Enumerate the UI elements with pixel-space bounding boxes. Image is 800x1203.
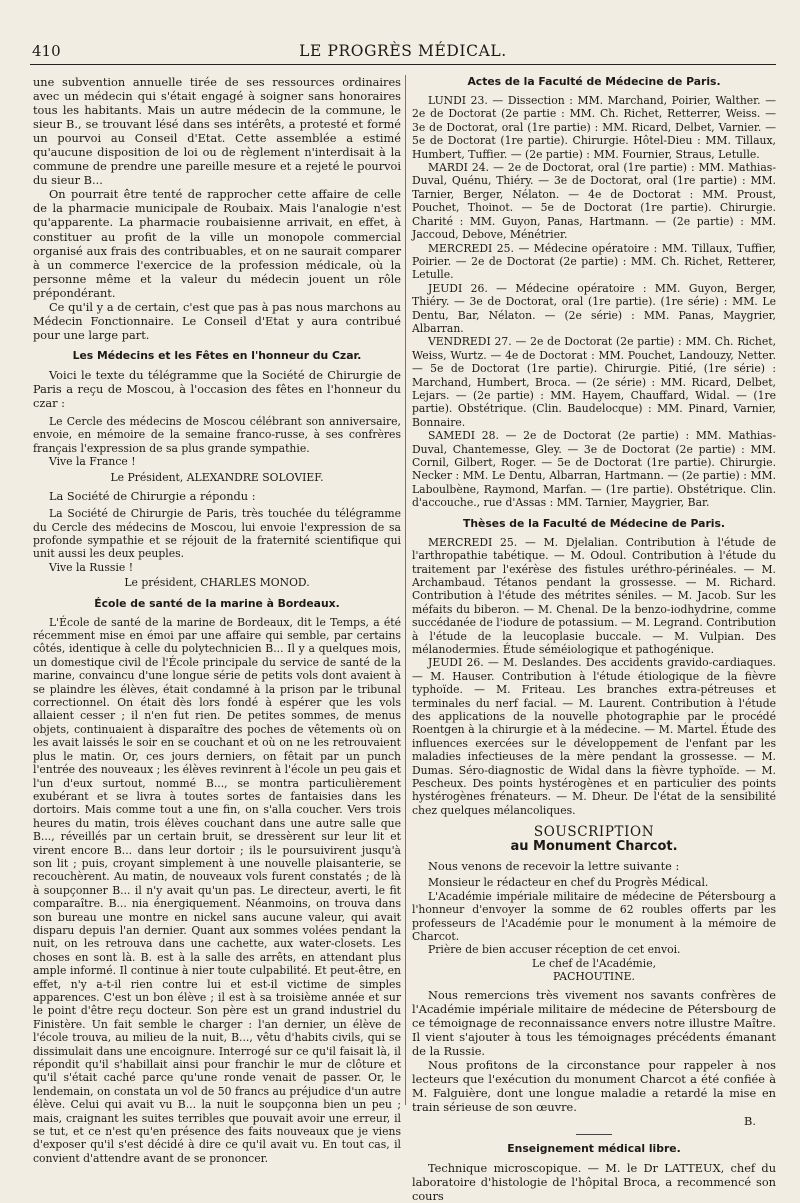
letter-body: L'Académie impériale militaire de médecine de Pétersbourg a l'honneur d'envoyer la somme de 62 roubles offerts par les professeurs de l'Académie pour le monument à la mémoire de Charcot. bbox=[412, 889, 776, 943]
bordeaux-article: L'École de santé de la marine de Bordeaux, dit le Temps, a été récemment mise en émoi par une affaire qui semble, par certains côtés, identique à celle du polytechnicien B... Il y a quelques mois, un domestique civil de l'École principale du service de santé de la marine, convaincu d'une longue série de petits vols dont avaient à se plaindre les élèves, était condamné à la prison par le tribunal correctionnel. On était dès lors fondé à espérer que les vols allaient cesser ; il n'en fut rien. De petites sommes, de menus objets, continuaient à disparaître des poches de vêtements où on les avait laissés le soir en se couchant et où on ne les retrouvaient plus le matin. Or, ces jours derniers, on fêtait par un punch l'entrée des nouveaux ; les élèves revinrent à l'école un peu gais et l'un d'eux surtout, nommé B..., se montra particulièrement exubérant et se livra à toutes sortes de fantaisies dans les dortoirs. Mais comme tout a une fin, on s'alla coucher. Vers trois heures du matin, trois élèves couchant dans une autre salle que B..., réveillés par un certain bruit, se dressèrent sur leur lit et virent encore B... dans leur dortoir ; ils le poursuivirent jusqu'à son lit ; puis, croyant simplement à une nouvelle plaisanterie, se recouchèrent. Au matin, de nouveaux vols furent constatés ; de là à soupçonner B... il n'y avait qu'un pas. Le directeur, averti, le fit comparaître. B... nia énergiquement. Néanmoins, on trouva dans son bureau une montre en nickel sans aucune valeur, qui avait disparu depuis l'an dernier. Quant aux sommes volées pendant la nuit, on les retrouva dans une cachette, aux water-closets. Les choses en sont là. B. est à la salle des arrêts, en attendant plus ample informé. Il continue à nier toute culpabilité. Et peut-être, en effet, n'y a-t-il rien contre lui et est-il victime de simples apparences. C'est un bon élève ; il est à sa troisième année et sur le point d'être reçu docteur. Son père est un grand industriel du Finistère. Un fait semble le charger : l'an dernier, un élève de l'école trouva, au milieu de la nuit, B..., vêtu d'habits civils, qui se dissimulait dans une encoignure. Interrogé sur ce qu'il faisait là, il répondit qu'il s'habillait ainsi pour franchir le mur de clôture et qu'il s'était caché parce qu'une ronde venait de passer. Or, le lendemain, on constata un vol de 50 francs au préjudice d'un autre élève. Celui qui avait vu B... la nuit le soupçonna bien un peu ; mais, craignant les suites terribles que pouvait avoir une erreur, il se tut, et ce n'est qu'en présence des faits nouveaux que je viens d'exposer qu'il s'est décidé à dire ce qu'il avait vu. En tout cas, il convient d'attendre avant de se prononcer. bbox=[33, 615, 401, 1165]
letter-signature-name: PACHOUTINE. bbox=[553, 970, 635, 984]
czar-reply: La Société de Chirurgie de Paris, très touchée du télégramme du Cercle des médecins de Moscou, lui envoie l'expression de sa profonde sympathie et se réjouit de la fraternité scientifique qui unit aussi les deux peuples. bbox=[33, 507, 401, 561]
czar-reply-intro: La Société de Chirurgie a répondu : bbox=[49, 489, 256, 504]
charcot-title: au Monument Charcot. bbox=[510, 839, 678, 855]
czar-section-title: Les Médecins et les Fêtes en l'honneur du Czar. bbox=[72, 348, 362, 362]
right-column bbox=[412, 75, 776, 1203]
actes-day-entry: JEUDI 26. — Médecine opératoire : MM. Guyon, Berger, Thiéry. — 3e de Doctorat, oral (1re partie). (1re série) : MM. Le Dentu, Bar, Nélaton. — (2e série) : MM. Panas, Maygrier, Albarran. bbox=[412, 281, 776, 335]
page-header bbox=[30, 42, 776, 65]
enseignement-section-title: Enseignement médical libre. bbox=[507, 1142, 681, 1156]
journal-title: LE PROGRÈS MÉDICAL. bbox=[299, 42, 507, 60]
actes-day-entry: SAMEDI 28. — 2e de Doctorat (2e partie) : MM. Mathias-Duval, Chantemesse, Gley. — 3e de Doctorat (2e partie) : MM. Cornil, Gilbert, Roger. — 5e de Doctorat (1re partie). Chirurgie. Necker : MM. Le Dentu, Albarran, Hartmann. — (2e partie) : MM. Laboulbène, Raymond, Marfan. — (1re partie). Obstétrique. Clin. d'accouche., rue d'Assas : MM. Tarnier, Maygrier, Bar. bbox=[412, 429, 776, 510]
actes-day-entry: LUNDI 23. — Dissection : MM. Marchand, Poirier, Walther. — 2e de Doctorat (2e partie : MM. Ch. Richet, Retterrer, Weiss. — 3e de Doctorat, oral (1re partie) : MM. Ricard, Delbet, Varnier. — 5e de Doctorat (1re partie). Chirurgie. Hôtel-Dieu : MM. Tillaux, Humbert, Tuffier. — (2e partie) : MM. Fournier, Straus, Letulle. bbox=[412, 94, 776, 161]
actes-day-entry: MERCREDI 25. — Médecine opératoire : MM. Tillaux, Tuffier, Poirier. — 2e de Doctorat (2e partie) : MM. Ch. Richet, Retterer, Letulle. bbox=[412, 241, 776, 282]
reminder-paragraph: Nous profitons de la circonstance pour rappeler à nos lecteurs que l'exécution du monument Charcot a été confiée à M. Falguière, dont une longue maladie a retardé la mise en train sérieuse de son œuvre. bbox=[412, 1057, 776, 1114]
theses-day-entry: JEUDI 26. — M. Deslandes. Des accidents gravido-cardiaques. — M. Hauser. Contribution à l'étude étiologique de la fièvre typhoïde. — M. Friteau. Les branches extra-pétreuses et terminales du nerf facial. — M. Laurent. Contribution à l'étude des applications de la nouvelle photographie par le procédé Roentgen à la chirurgie et à la médecine. — M. Martel. Étude des influences exercées sur le développement de l'enfant par les maladies infectieuses de la mère pendant la grossesse. — M. Dumas. Séro-diagnostic de Widal dans la fièvre typhoïde. — M. Pescheux. Des points hystérogènes et en particulier des points hystérogènes frénateurs. — M. Dheur. De l'état de la sensibilité chez quelques mélancoliques. bbox=[412, 656, 776, 817]
column-divider bbox=[405, 75, 406, 1105]
czar-telegram: Le Cercle des médecins de Moscou célébrant son anniversaire, envoie, en mémoire de la semaine franco-russe, à ses confrères français l'expression de sa plus grande sympathie. bbox=[33, 415, 401, 455]
letter-signature-title: Le chef de l'Académie, bbox=[531, 956, 657, 970]
reminder-signoff: B. bbox=[744, 1114, 756, 1129]
actes-day-entry: MARDI 24. — 2e de Doctorat, oral (1re partie) : MM. Mathias-Duval, Quénu, Thiéry. — 3e de Doctorat, oral (1re partie) : MM. Tarnier, Berger, Nélaton. — 4e de Doctorat : MM. Proust, Pouchet, Thoinot. — 5e de Doctorat (1re partie). Chirurgie. Charité : MM. Guyon, Panas, Hartmann. — (2e partie) : MM. Jaccoud, Debove, Ménétrier. bbox=[412, 161, 776, 242]
theses-section-title: Thèses de la Faculté de Médecine de Paris. bbox=[463, 516, 725, 530]
left-column bbox=[33, 75, 401, 1165]
souscription-title: SOUSCRIPTION bbox=[533, 824, 655, 841]
czar-signature: Le Président, ALEXANDRE SOLOVIEF. bbox=[110, 470, 324, 484]
czar-telegram-close: Vive la France ! bbox=[49, 455, 136, 469]
czar-reply-close: Vive la Russie ! bbox=[49, 560, 134, 574]
intro-paragraph: Ce qu'il y a de certain, c'est que pas à pas nous marchons au Médecin Fonctionnaire. Le Conseil d'Etat y aura contribué pour une large part. bbox=[33, 299, 401, 342]
letter-intro: Nous venons de recevoir la lettre suivante : bbox=[428, 859, 680, 874]
thanks-paragraph: Nous remercions très vivement nos savants confrères de l'Académie impériale militaire de médecine de Pétersbourg de ce témoignage de reconnaissance envers notre illustre Maître. Il vient s'ajouter à tous les témoignages précédents émanant de la Russie. bbox=[412, 987, 776, 1058]
theses-day-entry: MERCREDI 25. — M. Djelalian. Contribution à l'étude de l'arthropathie tabétique. — M. Odoul. Contribution à l'étude du traitement par l'exérèse des fistules uréthro-périnéales. — M. Archambaud. Tétanos pendant la grossesse. — M. Richard. Contribution à l'étude des métrites séniles. — M. Jacob. Sur les méfaits du biberon. — M. Chenal. De la benzo-iodhydrine, comme succédanée de l'iodure de potassium. — M. Legrand. Contribution à l'étude de la leucoplasie buccale. — M. Vulpian. Des mélanodermies. Étude séméiologique et pathogénique. bbox=[412, 535, 776, 656]
letter-close: Prière de bien accuser réception de cet envoi. bbox=[428, 943, 681, 957]
page-number: 410 bbox=[32, 42, 61, 60]
actes-day-entry: VENDREDI 27. — 2e de Doctorat (2e partie) : MM. Ch. Richet, Weiss, Wurtz. — 4e de Doctorat : MM. Pouchet, Landouzy, Netter. — 5e de Doctorat (1re partie). Chirurgie. Pitié, (1re série) : Marchand, Humbert, Broca. — (2e série) : MM. Ricard, Delbet, Lejars. — (2e partie) : MM. Hayem, Chauffard, Widal. — (1re partie). Obstétrique. (Clin. Baudelocque) : MM. Pinard, Varnier, Bonnaire. bbox=[412, 335, 776, 429]
intro-paragraph: On pourrait être tenté de rapprocher cette affaire de celle de la pharmacie municipale de Roubaix. Mais l'analogie n'est qu'apparente. La pharmacie roubaisienne arrivait, en effet, à constituer au profit de la ville un monopole commercial organisé aux frais des contribuables, et on ne saurait comparer à un commerce l'exercice de la profession médicale, où la personne même et la valeur du médecin jouent un rôle prépondérant. bbox=[33, 187, 401, 300]
czar-intro: Voici le texte du télégramme que la Société de Chirurgie de Paris a reçu de Moscou, à l'occasion des fêtes en l'honneur du czar : bbox=[33, 367, 401, 411]
actes-section-title: Actes de la Faculté de Médecine de Paris. bbox=[467, 75, 721, 88]
section-separator bbox=[576, 1134, 612, 1135]
bordeaux-section-title: École de santé de la marine à Bordeaux. bbox=[94, 596, 340, 610]
letter-salutation: Monsieur le rédacteur en chef du Progrès Médical. bbox=[428, 876, 709, 890]
enseignement-text: Technique microscopique. — M. le Dr LATTEUX, chef du laboratoire d'histologie de l'hôpital Broca, a recommencé son cours bbox=[412, 1161, 776, 1203]
czar-reply-signature: Le président, CHARLES MONOD. bbox=[124, 576, 310, 590]
intro-paragraph: une subvention annuelle tirée de ses ressources ordinaires avec un médecin qui s'était engagé à soigner sans honoraires tous les habitants. Mais un autre médecin de la commune, le sieur B., se trouvant lésé dans ses intérêts, a protesté et formé un pourvoi au Conseil d'Etat. Cette assemblée a estimé qu'aucune disposition de loi ou de règlement n'interdisait à la commune de prendre une pareille mesure et a rejeté le pourvoi du sieur B... bbox=[33, 75, 401, 188]
